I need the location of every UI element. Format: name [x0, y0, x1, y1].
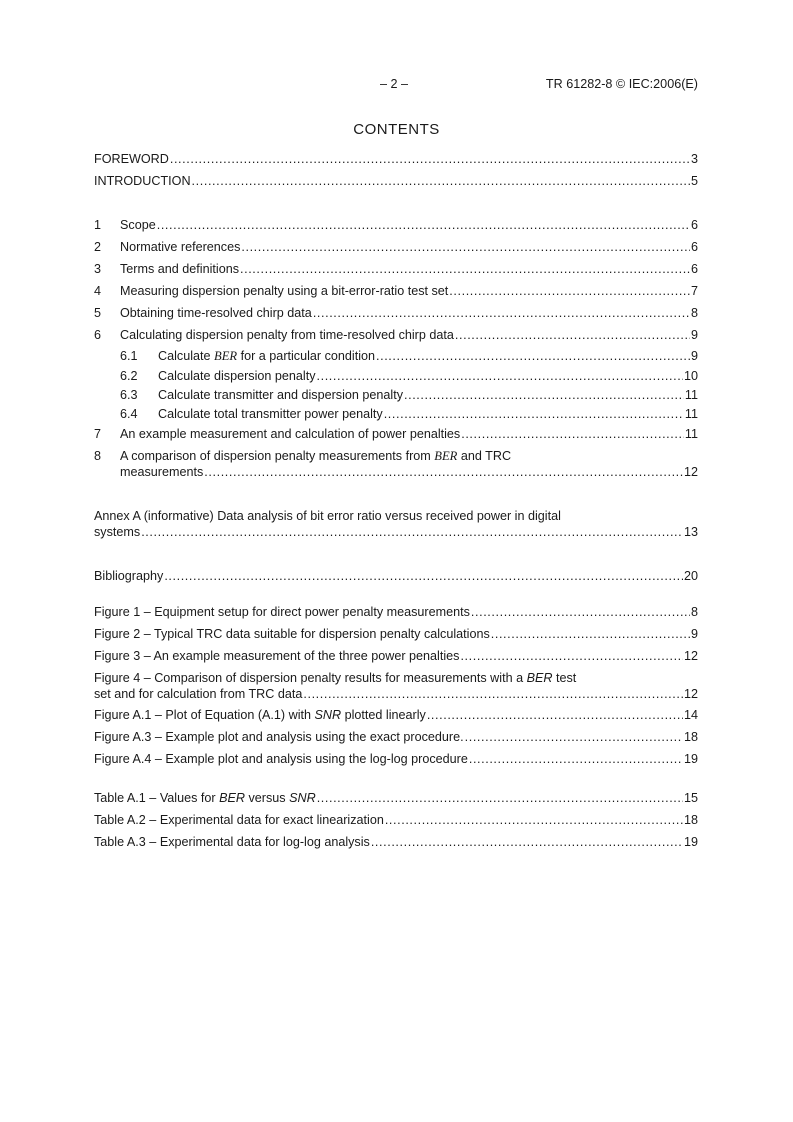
clause-number: 2 — [94, 240, 102, 254]
toc-entry-label: Measuring dispersion penalty using a bit-error-ratio test set — [120, 284, 449, 298]
toc-page-number: 18 — [683, 730, 698, 744]
toc-entry-foreword[interactable] — [94, 151, 698, 167]
toc-entry-bibliography[interactable] — [94, 568, 698, 584]
clause-number: 6.4 — [120, 407, 138, 421]
toc-page-number: 18 — [683, 813, 698, 827]
toc-page-number: 5 — [690, 174, 698, 188]
toc-entry-figure-4[interactable] — [94, 670, 698, 702]
clause-number: 8 — [94, 449, 102, 463]
leader-dots — [461, 426, 684, 442]
toc-entry-label: Figure 2 – Typical TRC data suitable for dispersion penalty calculations — [94, 627, 490, 641]
toc-entry-label: Figure A.3 – Example plot and analysis using the exact procedure. — [94, 730, 464, 744]
toc-entry-clause-6-3[interactable] — [120, 387, 698, 403]
toc-entry-figure-a3[interactable] — [94, 729, 698, 745]
toc-page-number: 11 — [684, 388, 698, 402]
toc-entry-label: A comparison of dispersion penalty measurements from BER and TRC — [120, 449, 512, 463]
toc-page-number: 19 — [683, 752, 698, 766]
toc-page-number: 9 — [690, 349, 698, 363]
toc-page-number: 15 — [683, 791, 698, 805]
toc-entry-label: FOREWORD — [94, 152, 169, 166]
clause-number: 4 — [94, 284, 102, 298]
toc-entry-label: Table A.2 – Experimental data for exact linearization — [94, 813, 384, 827]
toc-entry-label: Table A.1 – Values for BER versus SNR — [94, 791, 316, 805]
toc-entry-label: Calculating dispersion penalty from time-resolved chirp data — [120, 328, 454, 342]
leader-dots — [471, 604, 690, 620]
leader-dots — [455, 327, 690, 343]
toc-entry-clause-7[interactable] — [94, 426, 698, 442]
leader-dots — [371, 834, 683, 850]
clause-number: 6.3 — [120, 388, 138, 402]
clause-number: 6.1 — [120, 349, 138, 363]
toc-entry-table-a2[interactable] — [94, 812, 698, 828]
toc-page-number: 19 — [683, 835, 698, 849]
leader-dots — [240, 261, 690, 277]
toc-entry-label: Bibliography — [94, 569, 164, 583]
toc-entry-label: Table A.3 – Experimental data for log-log analysis — [94, 835, 370, 849]
leader-dots — [317, 368, 683, 384]
toc-entry-label: Figure 3 – An example measurement of the three power penalties — [94, 649, 460, 663]
leader-dots — [385, 812, 683, 828]
toc-entry-label-continued: set and for calculation from TRC data — [94, 687, 303, 701]
toc-page-number: 8 — [690, 306, 698, 320]
toc-entry-label: An example measurement and calculation of power penalties — [120, 427, 461, 441]
clause-number: 7 — [94, 427, 102, 441]
toc-page-number: 6 — [690, 240, 698, 254]
toc-entry-label: Obtaining time-resolved chirp data — [120, 306, 312, 320]
toc-entry-clause-2[interactable] — [94, 239, 698, 255]
toc-entry-figure-2[interactable] — [94, 626, 698, 642]
leader-dots — [303, 686, 683, 702]
leader-dots — [427, 707, 683, 723]
toc-page-number: 11 — [684, 407, 698, 421]
leader-dots — [491, 626, 690, 642]
clause-number: 5 — [94, 306, 102, 320]
clause-number: 6.2 — [120, 369, 138, 383]
leader-dots — [465, 729, 683, 745]
toc-page-number: 10 — [683, 369, 698, 383]
clause-number: 3 — [94, 262, 102, 276]
toc-entry-figure-3[interactable] — [94, 648, 698, 664]
toc-entry-label: Figure A.1 – Plot of Equation (A.1) with SNR plotted linearly — [94, 708, 426, 722]
toc-entry-table-a3[interactable] — [94, 834, 698, 850]
leader-dots — [192, 173, 690, 189]
leader-dots — [157, 217, 690, 233]
toc-entry-table-a1[interactable] — [94, 790, 698, 806]
toc-entry-clause-6-2[interactable] — [120, 368, 698, 384]
toc-entry-figure-1[interactable] — [94, 604, 698, 620]
leader-dots — [449, 283, 690, 299]
toc-entry-label: Figure 1 – Equipment setup for direct power penalty measurements — [94, 605, 470, 619]
document-reference: TR 61282-8 © IEC:2006(E) — [545, 77, 698, 91]
toc-entry-clause-3[interactable] — [94, 261, 698, 277]
toc-entry-figure-a4[interactable] — [94, 751, 698, 767]
toc-entry-label: Calculate dispersion penalty — [158, 369, 316, 383]
toc-entry-label: Calculate total transmitter power penalty — [158, 407, 383, 421]
toc-entry-label: Figure 4 – Comparison of dispersion penalty results for measurements with a BER test — [94, 671, 577, 685]
toc-page-number: 20 — [683, 569, 698, 583]
leader-dots — [313, 305, 690, 321]
toc-page-number: 9 — [690, 328, 698, 342]
toc-page-number: 12 — [683, 465, 698, 479]
toc-page-number: 3 — [690, 152, 698, 166]
toc-entry-label: Scope — [120, 218, 156, 232]
toc-page-number: 13 — [683, 525, 698, 539]
toc-entry-label: Normative references — [120, 240, 241, 254]
toc-entry-label: INTRODUCTION — [94, 174, 191, 188]
leader-dots — [404, 387, 684, 403]
toc-entry-label: Calculate BER for a particular condition — [158, 349, 376, 363]
toc-page-number: 12 — [683, 649, 698, 663]
page-title: CONTENTS — [353, 121, 440, 138]
toc-entry-clause-6-1[interactable] — [120, 348, 698, 364]
toc-page-number: 14 — [683, 708, 698, 722]
toc-entry-label: Figure A.4 – Example plot and analysis using the log-log procedure — [94, 752, 468, 766]
toc-entry-clause-8[interactable] — [94, 448, 698, 480]
toc-entry-label: Annex A (informative) Data analysis of bit error ratio versus received power in digital — [94, 509, 561, 523]
leader-dots — [460, 648, 683, 664]
leader-dots — [204, 464, 683, 480]
leader-dots — [241, 239, 690, 255]
leader-dots — [317, 790, 683, 806]
toc-entry-label-continued: measurements — [120, 465, 204, 479]
toc-entry-clause-6[interactable] — [94, 327, 698, 343]
toc-page-number: 11 — [684, 427, 698, 441]
toc-entry-clause-4[interactable] — [94, 283, 698, 299]
toc-page-number: 6 — [690, 218, 698, 232]
toc-page-number: 12 — [683, 687, 698, 701]
leader-dots — [141, 524, 683, 540]
toc-entry-clause-6-4[interactable] — [120, 406, 698, 422]
toc-entry-clause-5[interactable] — [94, 305, 698, 321]
toc-page-number: 6 — [690, 262, 698, 276]
leader-dots — [170, 151, 690, 167]
toc-entry-introduction[interactable] — [94, 173, 698, 189]
toc-entry-figure-a1[interactable] — [94, 707, 698, 723]
leader-dots — [384, 406, 684, 422]
toc-page-number: 8 — [690, 605, 698, 619]
leader-dots — [376, 348, 690, 364]
toc-entry-label: Terms and definitions — [120, 262, 240, 276]
toc-entry-clause-1[interactable] — [94, 217, 698, 233]
clause-number: 6 — [94, 328, 102, 342]
leader-dots — [164, 568, 683, 584]
toc-page-number: 7 — [690, 284, 698, 298]
toc-entry-label: Calculate transmitter and dispersion penalty — [158, 388, 404, 402]
toc-entry-label-continued: systems — [94, 525, 141, 539]
leader-dots — [469, 751, 683, 767]
toc-entry-annex-a[interactable] — [94, 508, 698, 540]
clause-number: 1 — [94, 218, 102, 232]
toc-page-number: 9 — [690, 627, 698, 641]
page-number: – 2 – — [380, 77, 409, 91]
